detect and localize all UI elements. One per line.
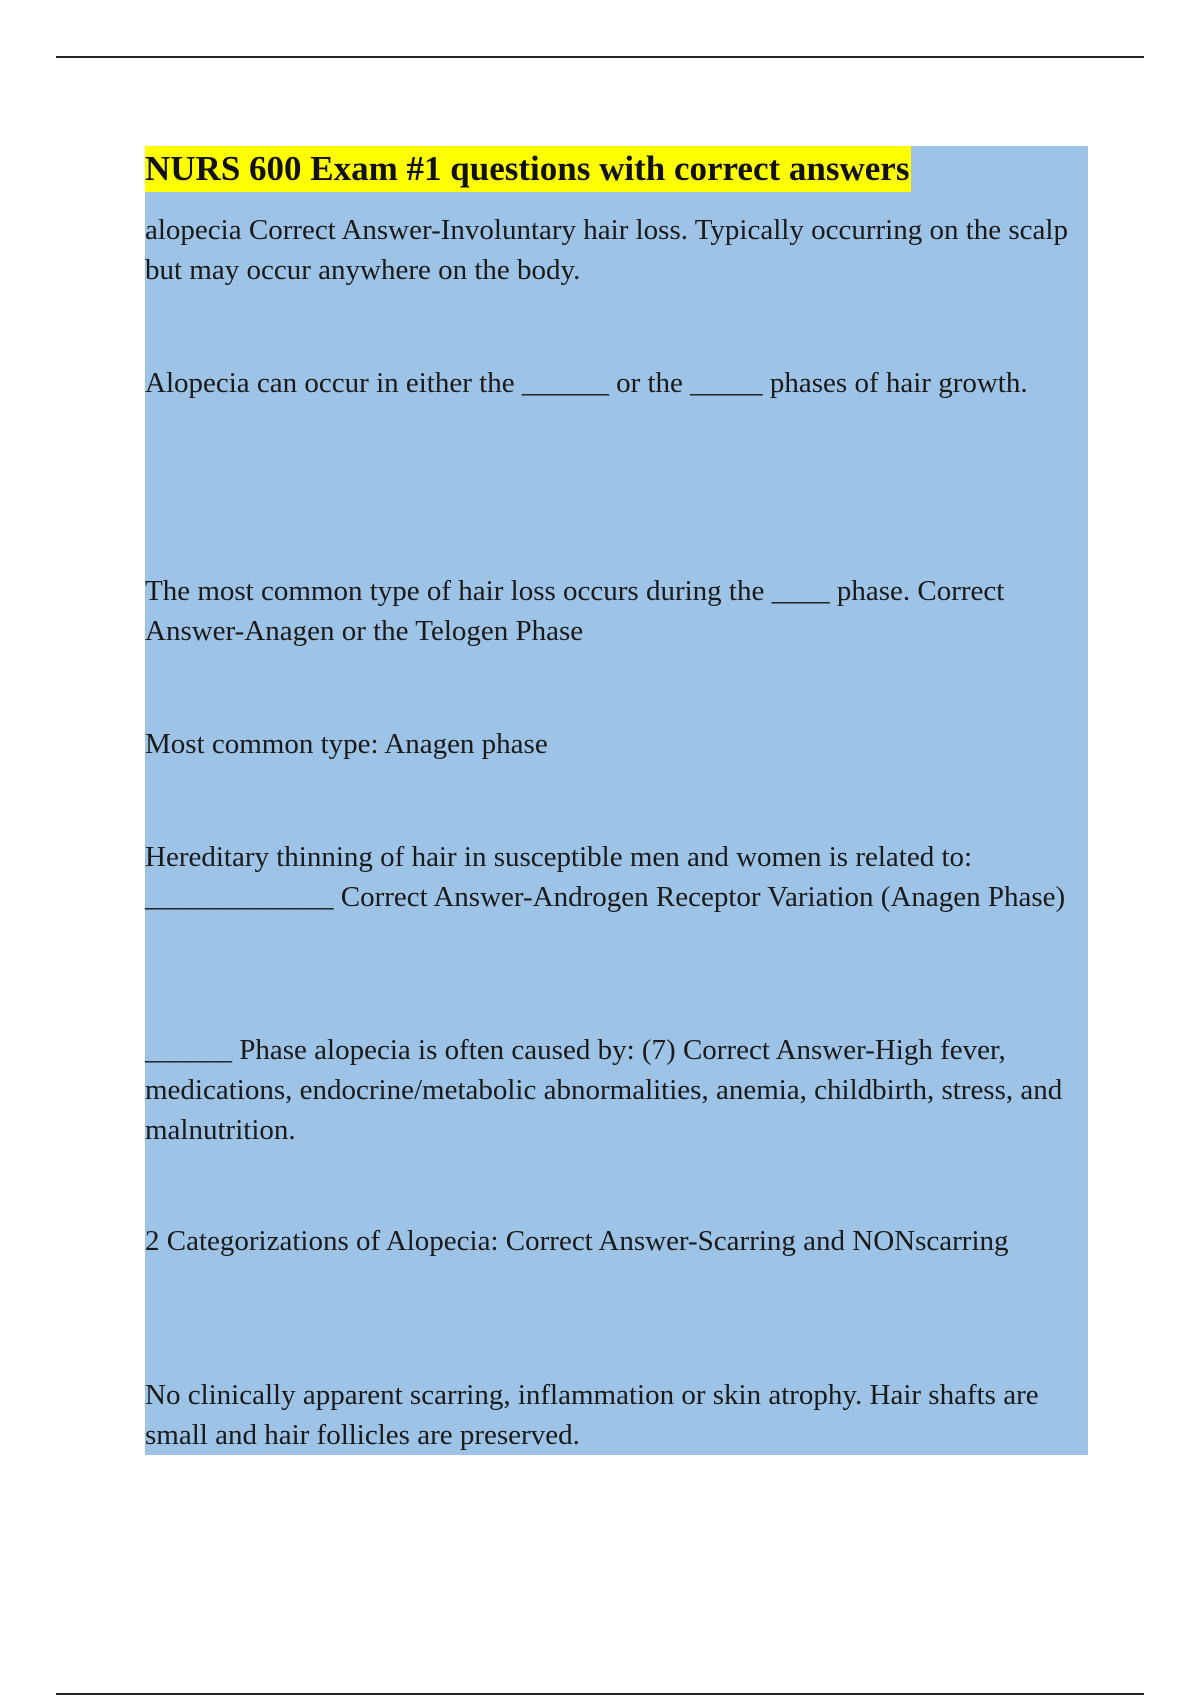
qa-entry-hereditary-thinning: Hereditary thinning of hair in susceptible men and women is related to: _____________ Correct Answer-Androgen Receptor Variation (Anagen Phase) [145,841,1066,913]
qa-entry-most-common-type: Most common type: Anagen phase [145,728,548,760]
qa-entry-phase-alopecia-causes: ______ Phase alopecia is often caused by: (7) Correct Answer-High fever, medications, endocrine/metabolic abnormalities, anemia, childbirth, stress, and malnutrition. [145,1034,1063,1146]
qa-entry-alopecia-definition: alopecia Correct Answer-Involuntary hair loss. Typically occurring on the scalp but may occur anywhere on the body. [145,214,1068,286]
qa-entry-hair-growth-phases: Alopecia can occur in either the ______ or the _____ phases of hair growth. [145,367,1028,399]
qa-entry-nonscarring-description: No clinically apparent scarring, inflammation or skin atrophy. Hair shafts are small and hair follicles are preserved. [145,1379,1039,1451]
footer-rule [56,1693,1144,1695]
document-title: NURS 600 Exam #1 questions with correct answers [145,146,911,192]
qa-entry-common-hair-loss-phase: The most common type of hair loss occurs during the ____ phase. Correct Answer-Anagen or the Telogen Phase [145,575,1005,647]
qa-entry-alopecia-categorizations: 2 Categorizations of Alopecia: Correct Answer-Scarring and NONscarring [145,1225,1009,1257]
header-rule [56,56,1144,58]
